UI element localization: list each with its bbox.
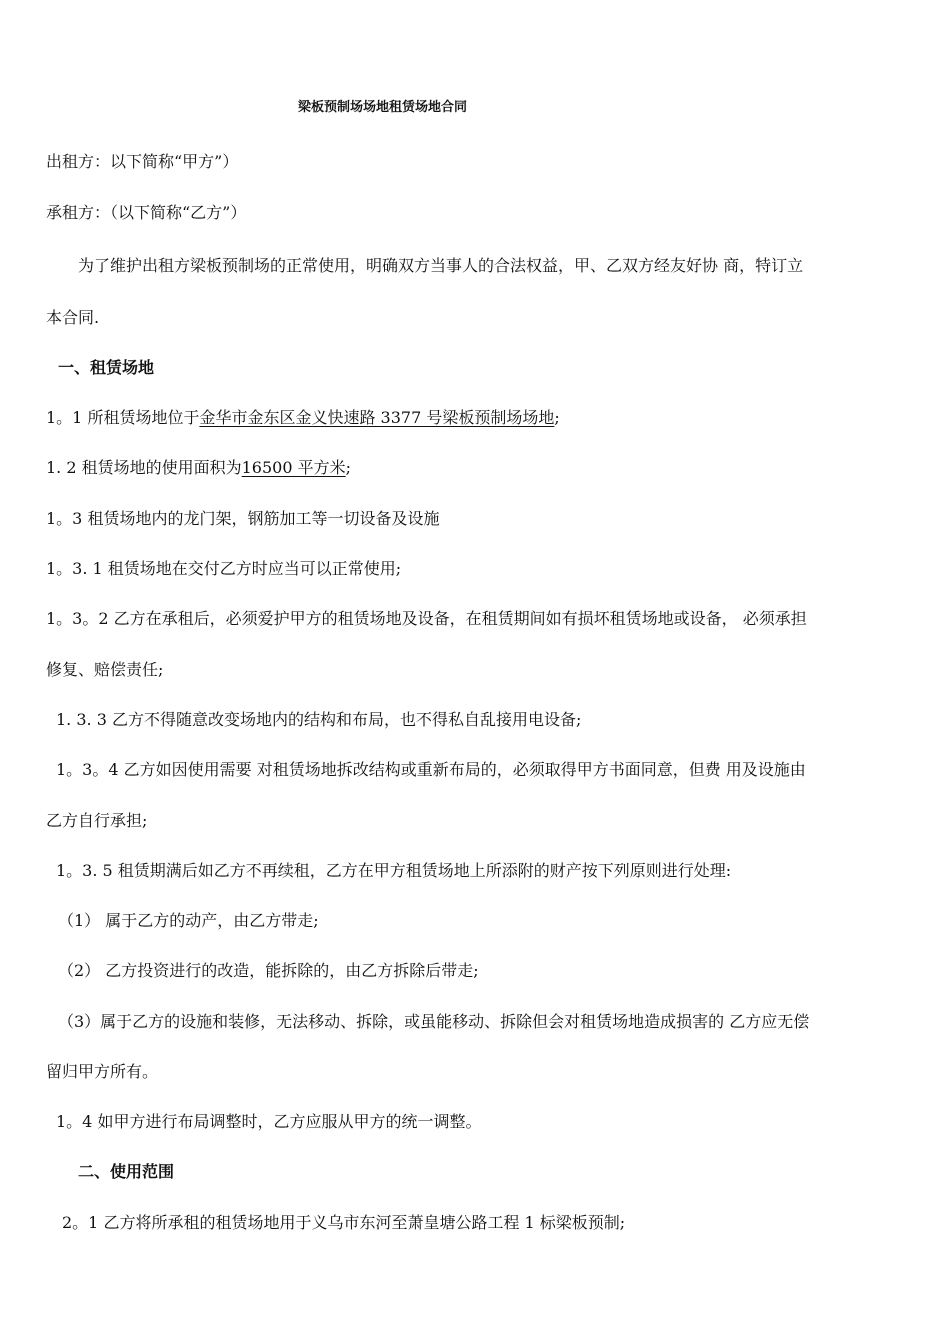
clause-1-3: 1。3 租赁场地内的龙门架，钢筋加工等一切设备及设施 [46,509,440,528]
clause-1-3-4-line-1: 1。3。4 乙方如因使用需要 对租赁场地拆改结构或重新布局的，必须取得甲方书面同意，但费 用及设施由 [56,760,806,779]
clause-1-3-1: 1。3. 1 租赁场地在交付乙方时应当可以正常使用; [46,559,402,578]
list-item-3-line-2: 留归甲方所有。 [46,1062,159,1081]
preamble-line-2: 本合同. [46,308,100,327]
clause-1-2-area: 16500 平方米 [241,458,346,477]
section-2-heading: 二、使用范围 [78,1162,175,1181]
list-item-1: （1） 属于乙方的动产，由乙方带走; [58,911,319,930]
clause-1-3-2-line-1: 1。3。2 乙方在承租后，必须爱护甲方的租赁场地及设备，在租赁期间如有损坏租赁场地或设备， 必须承担 [46,609,807,628]
list-item-2: （2） 乙方投资进行的改造，能拆除的，由乙方拆除后带走; [58,961,479,980]
lessee-line: 承租方：（以下简称“乙方”） [46,203,247,222]
clause-2-1: 2。1 乙方将所承租的租赁场地用于义乌市东河至萧皇塘公路工程 1 标梁板预制; [62,1213,626,1232]
clause-1-3-2-line-2: 修复、赔偿责任; [46,660,164,679]
section-1-heading: 一、租赁场地 [58,358,155,377]
clause-1-1 [46,408,560,428]
lessor-line: 出租方：以下简称“甲方”） [46,152,239,171]
preamble-line-1: 为了维护出租方梁板预制场的正常使用，明确双方当事人的合法权益，甲、乙双方经友好协 商，特订立 [78,256,804,275]
clause-1-1-prefix: 1。1 所租赁场地位于 [46,408,200,427]
clause-1-2-suffix: ; [345,458,352,477]
clause-1-1-suffix: ; [554,408,560,427]
clause-1-3-3: 1. 3. 3 乙方不得随意改变场地内的结构和布局，也不得私自乱接用电设备; [56,710,582,729]
clause-1-4: 1。4 如甲方进行布局调整时，乙方应服从甲方的统一调整。 [56,1112,482,1131]
clause-1-3-5: 1。3. 5 租赁期满后如乙方不再续租，乙方在甲方租赁场地上所添附的财产按下列原则进行处理: [56,861,732,880]
document-title: 梁板预制场场地租赁场地合同 [298,100,468,115]
clause-1-1-location: 金华市金东区金义快速路 3377 号梁板预制场场地 [199,408,555,427]
clause-1-2-prefix: 1. 2 租赁场地的使用面积为 [46,458,242,477]
list-item-3-line-1: （3）属于乙方的设施和装修，无法移动、拆除，或虽能移动、拆除但会对租赁场地造成损害的 乙方应无偿 [58,1012,810,1031]
clause-1-3-4-line-2: 乙方自行承担; [46,811,148,830]
clause-1-2 [46,458,351,478]
